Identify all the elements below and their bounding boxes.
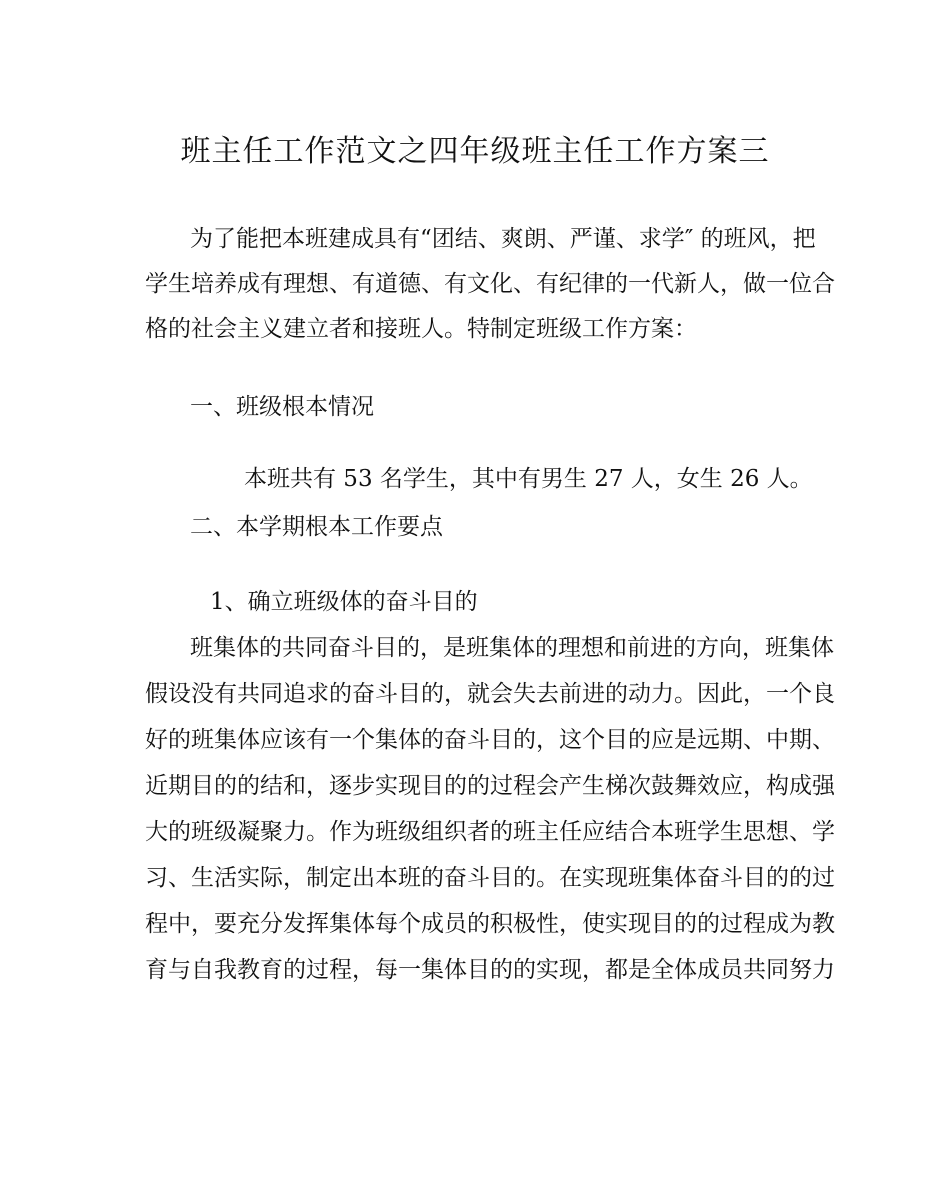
paragraph-line-6: 习、生活实际，制定出本班的奋斗目的。在实现班集体奋斗目的的过 [145, 865, 835, 891]
section-heading-2: 二、本学期根本工作要点 [190, 514, 443, 540]
paragraph-line-8: 育与自我教育的过程，每一集体目的的实现，都是全体成员共同努力 [145, 957, 835, 983]
paragraph-line-5: 大的班级凝聚力。作为班级组织者的班主任应结合本班学生思想、学 [145, 819, 835, 845]
paragraph-line-3: 好的班集体应该有一个集体的奋斗目的，这个目的应是远期、中期、 [145, 727, 835, 753]
paragraph-line-2: 假设没有共同追求的奋斗目的，就会失去前进的动力。因此，一个良 [145, 681, 835, 707]
intro-line-3: 格的社会主义建立者和接班人。特制定班级工作方案： [145, 316, 697, 342]
section1-body: 本班共有 53 名学生，其中有男生 27 人，女生 26 人。 [244, 466, 813, 492]
intro-line-2: 学生培养成有理想、有道德、有文化、有纪律的一代新人，做一位合 [145, 271, 835, 297]
paragraph-line-7: 程中，要充分发挥集体每个成员的积极性，使实现目的的过程成为教 [145, 911, 835, 937]
paragraph-line-1: 班集体的共同奋斗目的，是班集体的理想和前进的方向，班集体 [190, 635, 834, 661]
subsection-heading-1: 1、确立班级体的奋斗目的 [210, 589, 478, 615]
paragraph-line-4: 近期目的的结和，逐步实现目的的过程会产生梯次鼓舞效应，构成强 [145, 773, 835, 799]
intro-line-1: 为了能把本班建成具有“团结、爽朗、严谨、求学″ 的班风，把 [190, 226, 816, 252]
document-title: 班主任工作范文之四年级班主任工作方案三 [180, 134, 770, 169]
section-heading-1: 一、班级根本情况 [190, 394, 374, 420]
